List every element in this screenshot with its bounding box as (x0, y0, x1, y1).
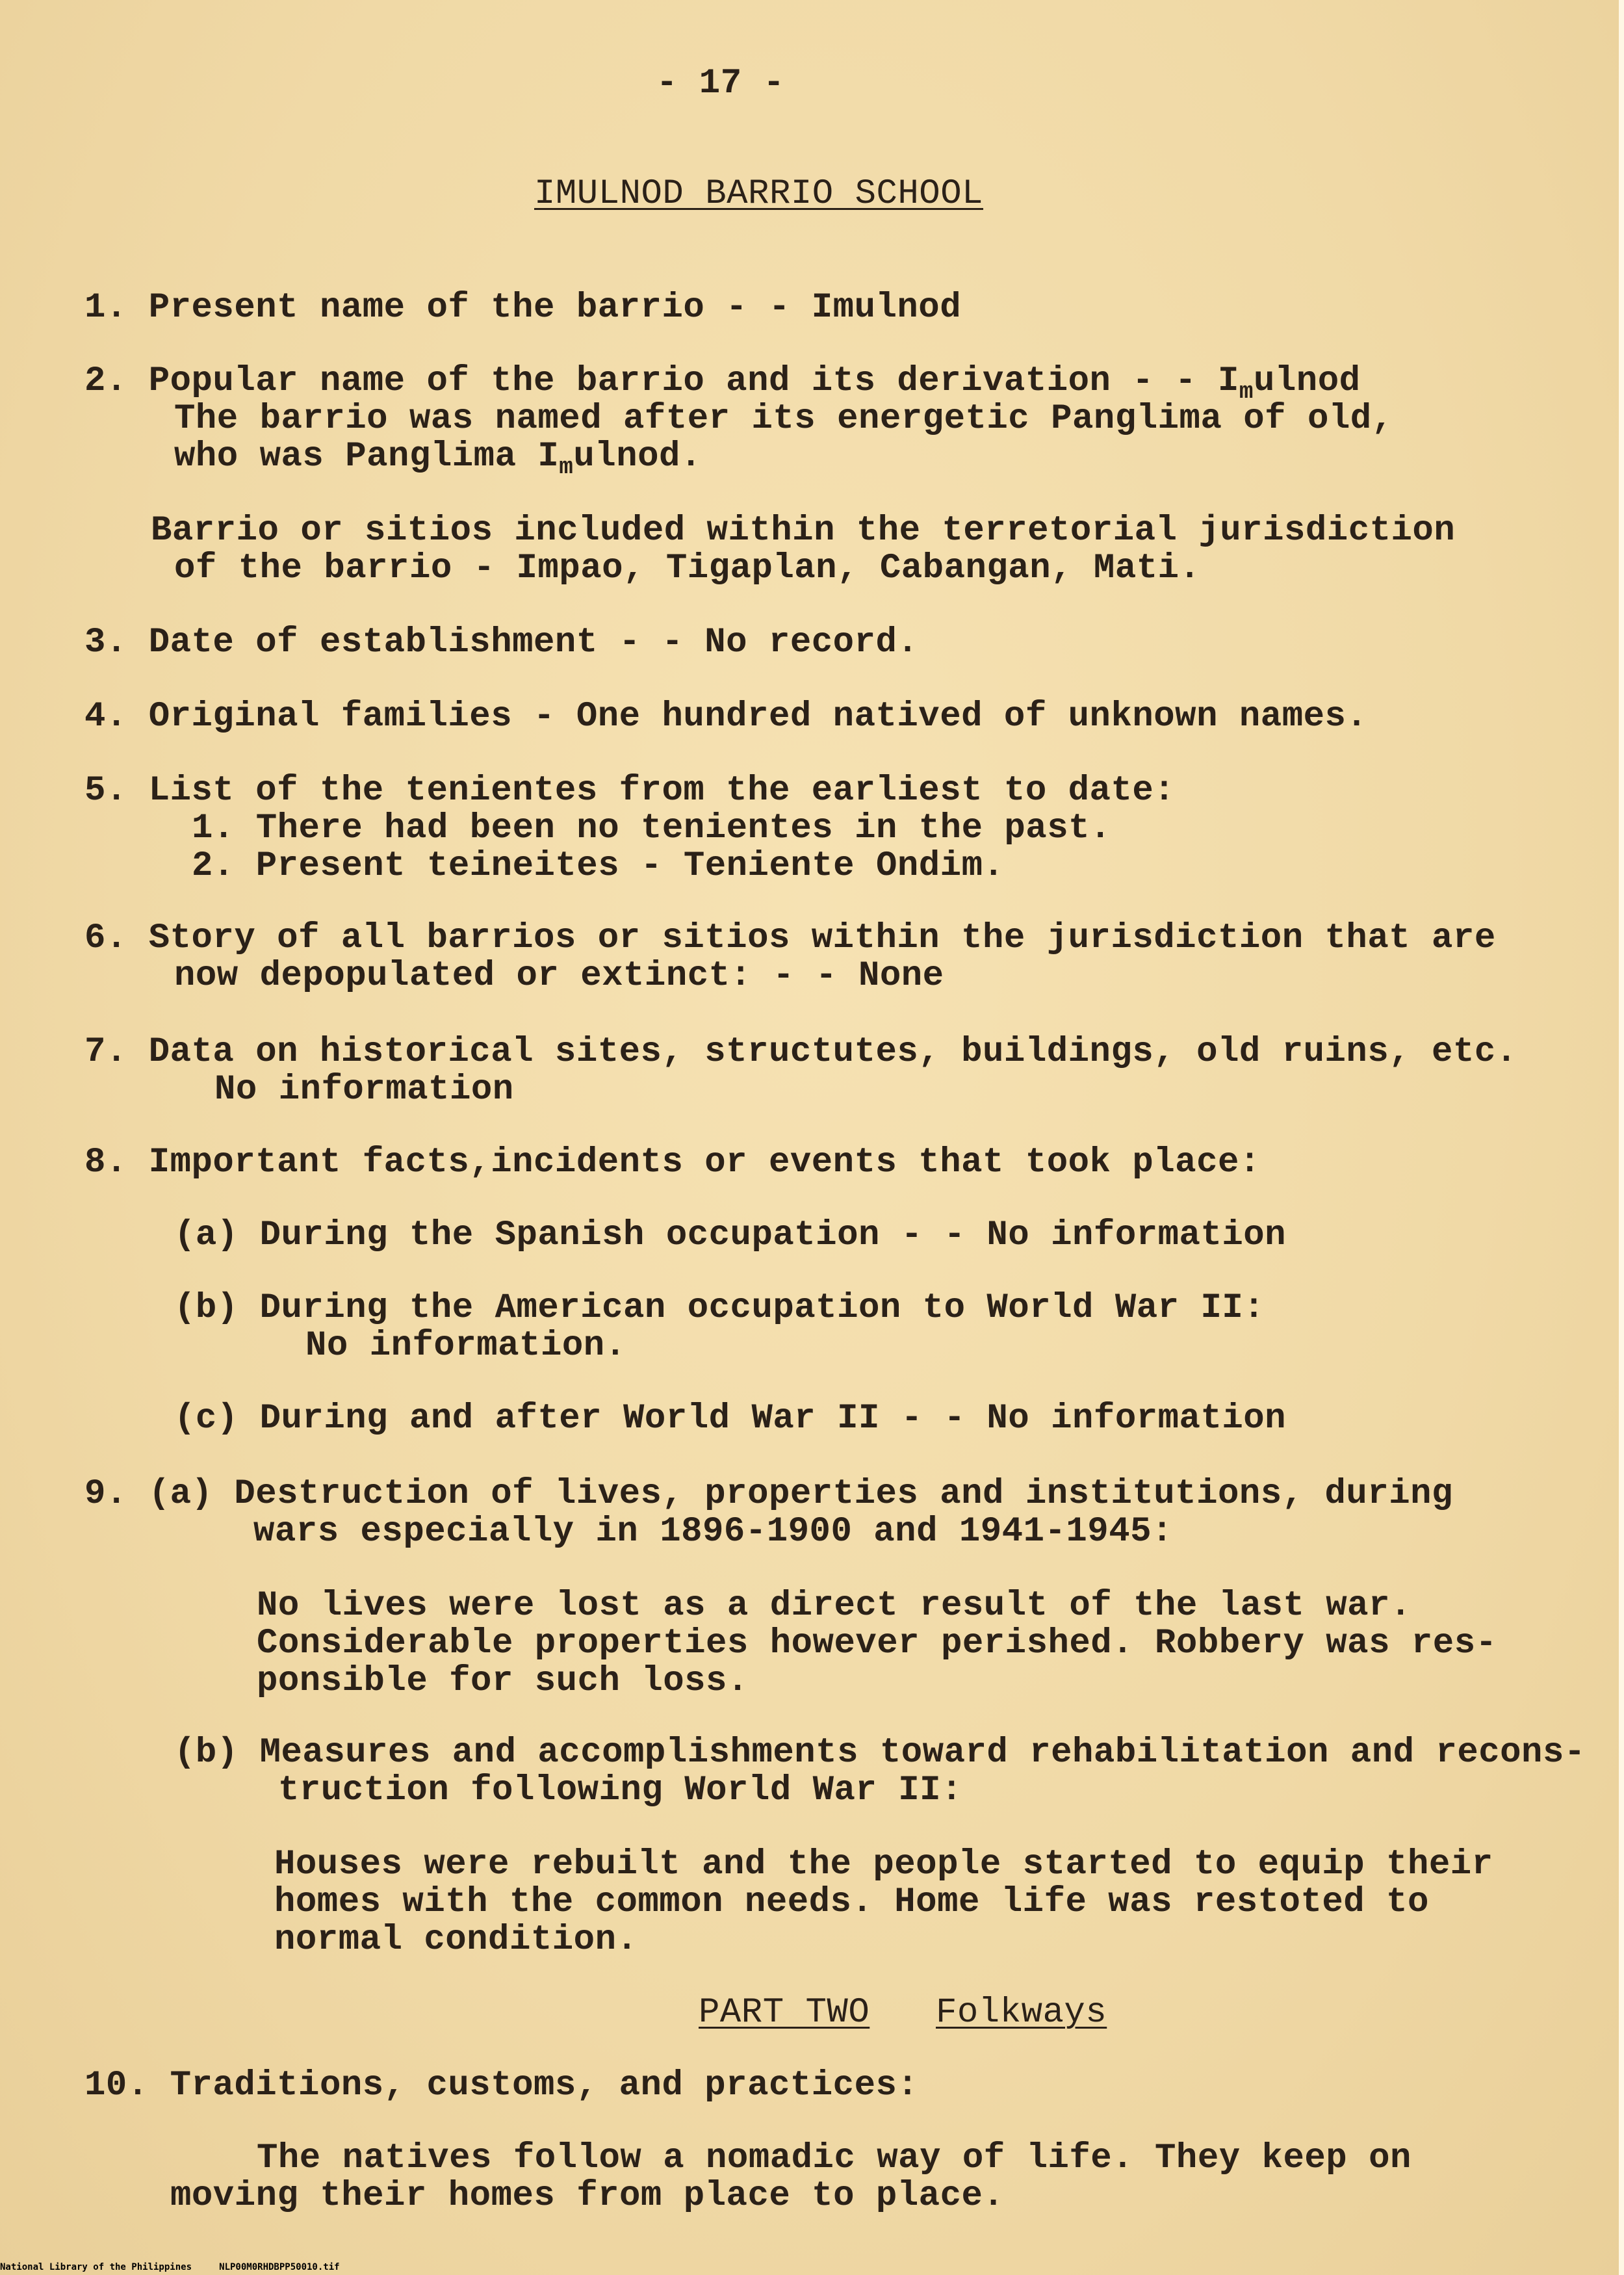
item-9b-line-2: truction following World War II: (278, 1771, 962, 1810)
part-two-heading: PART TWO (699, 1993, 870, 2033)
item-1: 1. Present name of the barrio - - Imulnod (84, 288, 962, 328)
item-9b-line-1: (b) Measures and accomplishments toward rehabilitation and recons- (174, 1733, 1586, 1773)
item-2-para-line-1: Barrio or sitios included within the terretorial jurisdiction (151, 511, 1456, 551)
item-9a-para-line-1: No lives were lost as a direct result of the last war. (257, 1586, 1411, 1626)
item-9a-para-line-2: Considerable properties however perished. Robbery was res- (257, 1624, 1497, 1663)
item-9b-para-line-3: normal condition. (274, 1920, 638, 1960)
item-9a-line-2: wars especially in 1896-1900 and 1941-1945: (253, 1512, 1173, 1552)
item-10-para-line-1: The natives follow a nomadic way of life. They keep on (257, 2138, 1411, 2178)
item-5-line-2: 1. There had been no tenientes in the past. (192, 809, 1111, 848)
item-9a-para-line-3: ponsible for such loss. (257, 1661, 749, 1701)
folkways-heading: Folkways (936, 1993, 1107, 2033)
item-9b-para-line-2: homes with the common needs. Home life was restoted to (274, 1882, 1429, 1922)
item-2-line-1: 2. Popular name of the barrio and its derivation - - $I_mulnod$ (84, 361, 1361, 405)
item-8b-line-1: (b) During the American occupation to World War II: (174, 1288, 1265, 1328)
item-8a: (a) During the Spanish occupation - - No information (174, 1216, 1287, 1255)
item-8: 8. Important facts,incidents or events that took place: (84, 1143, 1261, 1182)
item-7-line-2: No information (214, 1070, 514, 1110)
item-2-para-line-2: of the barrio - Impao, Tigaplan, Cabangan, Mati. (174, 549, 1201, 588)
item-10: 10. Traditions, customs, and practices: (84, 2066, 919, 2105)
page-edge (1619, 0, 1624, 2275)
school-title: IMULNOD BARRIO SCHOOL (534, 174, 984, 214)
item-5-line-1: 5. List of the tenientes from the earliest to date: (84, 771, 1176, 811)
archive-footer: National Library of the Philippines NLP00M0RHDBPP50010.tif (0, 2262, 340, 2272)
item-2-line-3: who was Panglima $I_mulnod$. (174, 437, 702, 480)
item-8c: (c) During and after World War II - - No information (174, 1399, 1287, 1438)
item-2-line-2: The barrio was named after its energetic Panglima of old, (174, 399, 1393, 439)
item-3: 3. Date of establishment - - No record. (84, 623, 919, 662)
item-7-line-1: 7. Data on historical sites, structutes, buildings, old ruins, etc. (84, 1032, 1517, 1072)
item-4: 4. Original families - One hundred natived of unknown names. (84, 697, 1368, 736)
item-6-line-1: 6. Story of all barrios or sitios within the jurisdiction that are (84, 918, 1496, 958)
item-5-line-3: 2. Present teineites - Teniente Ondim. (192, 846, 1005, 886)
item-9a-line-1: 9. (a) Destruction of lives, properties and institutions, during (84, 1474, 1453, 1514)
item-9b-para-line-1: Houses were rebuilt and the people started to equip their (274, 1845, 1493, 1884)
item-6-line-2: now depopulated or extinct: - - None (174, 956, 944, 996)
item-10-para-line-2: moving their homes from place to place. (170, 2176, 1005, 2216)
page-number: - 17 - (656, 64, 785, 103)
item-8b-line-2: No information. (305, 1326, 626, 1366)
